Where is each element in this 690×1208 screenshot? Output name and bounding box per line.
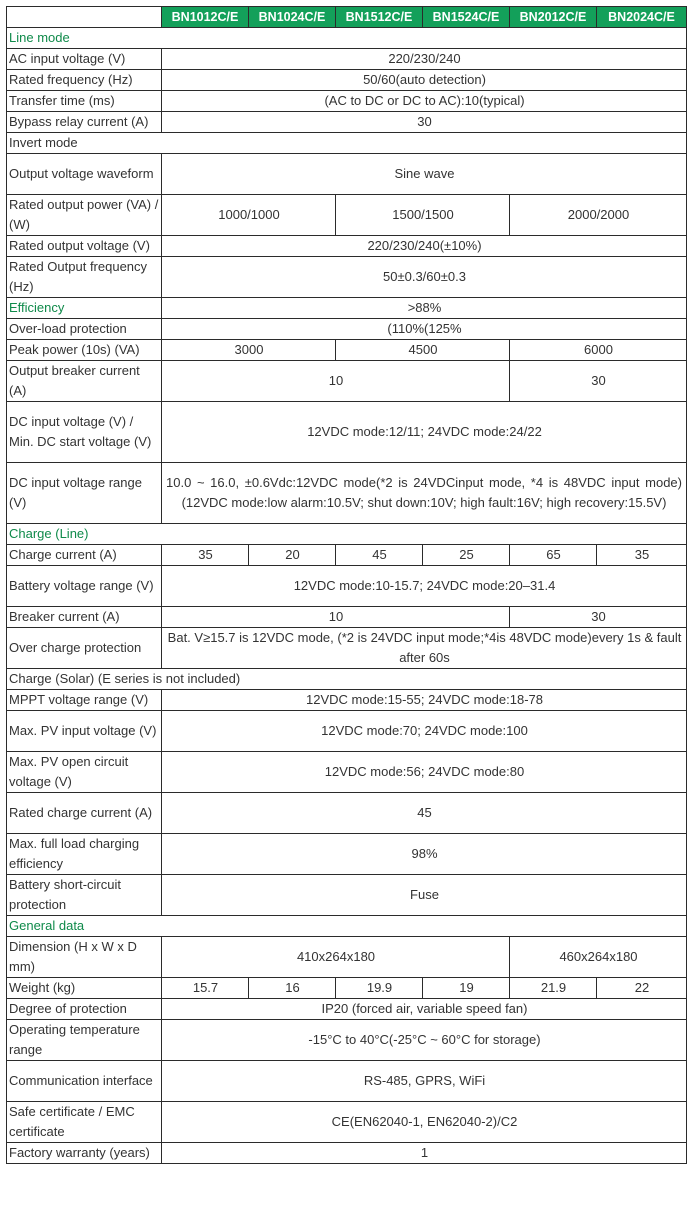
spec-row	[7, 752, 687, 793]
spec-value: 12VDC mode:56; 24VDC mode:80	[162, 752, 687, 793]
spec-value: IP20 (forced air, variable speed fan)	[162, 999, 687, 1020]
table-header	[7, 7, 687, 28]
spec-row	[7, 298, 687, 319]
model-header-row	[7, 7, 687, 28]
spec-row	[7, 607, 687, 628]
spec-value: 16	[249, 978, 336, 999]
spec-value: 22	[597, 978, 687, 999]
spec-value: Bat. V≥15.7 is 12VDC mode, (*2 is 24VDC input mode;*4is 48VDC mode)every 1s & fault after 60s	[162, 628, 687, 669]
spec-value: 98%	[162, 834, 687, 875]
spec-label: Efficiency	[7, 298, 162, 319]
model-header: BN1524C/E	[423, 7, 510, 28]
spec-label: Output breaker current (A)	[7, 361, 162, 402]
spec-value: 3000	[162, 340, 336, 361]
spec-value: Fuse	[162, 875, 687, 916]
section-row	[7, 524, 687, 545]
spec-value: CE(EN62040-1, EN62040-2)/C2	[162, 1102, 687, 1143]
spec-row	[7, 1020, 687, 1061]
spec-row	[7, 154, 687, 195]
spec-label: Rated frequency (Hz)	[7, 70, 162, 91]
spec-row	[7, 937, 687, 978]
section-row	[7, 28, 687, 49]
section-heading: Invert mode	[7, 133, 687, 154]
spec-label: Rated Output frequency (Hz)	[7, 257, 162, 298]
spec-value: 1500/1500	[336, 195, 510, 236]
spec-value: 30	[162, 112, 687, 133]
spec-value: 45	[162, 793, 687, 834]
spec-row	[7, 49, 687, 70]
spec-label: Communication interface	[7, 1061, 162, 1102]
spec-value: 30	[510, 607, 687, 628]
spec-label: Weight (kg)	[7, 978, 162, 999]
spec-row	[7, 690, 687, 711]
spec-label: MPPT voltage range (V)	[7, 690, 162, 711]
spec-value: 4500	[336, 340, 510, 361]
spec-value: 220/230/240(±10%)	[162, 236, 687, 257]
spec-value: 21.9	[510, 978, 597, 999]
spec-value: 30	[510, 361, 687, 402]
spec-label: Peak power (10s) (VA)	[7, 340, 162, 361]
spec-value: 6000	[510, 340, 687, 361]
spec-label: Over-load protection	[7, 319, 162, 340]
spec-row	[7, 711, 687, 752]
spec-label: Battery short-circuit protection	[7, 875, 162, 916]
section-row	[7, 669, 687, 690]
spec-value: -15°C to 40°C(-25°C ~ 60°C for storage)	[162, 1020, 687, 1061]
spec-value: 12VDC mode:12/11; 24VDC mode:24/22	[162, 402, 687, 463]
spec-value: Sine wave	[162, 154, 687, 195]
spec-value: 220/230/240	[162, 49, 687, 70]
spec-row	[7, 566, 687, 607]
spec-value: 12VDC mode:10-15.7; 24VDC mode:20–31.4	[162, 566, 687, 607]
spec-value: 460x264x180	[510, 937, 687, 978]
spec-label: Bypass relay current (A)	[7, 112, 162, 133]
spec-row	[7, 793, 687, 834]
spec-row	[7, 978, 687, 999]
spec-value: 2000/2000	[510, 195, 687, 236]
spec-value: 35	[597, 545, 687, 566]
spec-label: Over charge protection	[7, 628, 162, 669]
model-header: BN2012C/E	[510, 7, 597, 28]
spec-value: 19.9	[336, 978, 423, 999]
spec-label: AC input voltage (V)	[7, 49, 162, 70]
spec-row	[7, 545, 687, 566]
spec-label: DC input voltage (V) / Min. DC start voltage (V)	[7, 402, 162, 463]
spec-label: Max. full load charging efficiency	[7, 834, 162, 875]
model-header: BN1012C/E	[162, 7, 249, 28]
section-heading: General data	[7, 916, 687, 937]
section-row	[7, 916, 687, 937]
spec-value: 410x264x180	[162, 937, 510, 978]
spec-row	[7, 999, 687, 1020]
spec-row	[7, 70, 687, 91]
spec-label: Factory warranty (years)	[7, 1143, 162, 1164]
spec-value: 19	[423, 978, 510, 999]
spec-value: 1000/1000	[162, 195, 336, 236]
spec-label: Charge current (A)	[7, 545, 162, 566]
spec-label: Max. PV input voltage (V)	[7, 711, 162, 752]
spec-value: 45	[336, 545, 423, 566]
spec-row	[7, 1102, 687, 1143]
spec-value: 15.7	[162, 978, 249, 999]
spec-label: Safe certificate / EMC certificate	[7, 1102, 162, 1143]
spec-label: Max. PV open circuit voltage (V)	[7, 752, 162, 793]
spec-row	[7, 402, 687, 463]
spec-value: 10.0 ~ 16.0, ±0.6Vdc:12VDC mode(*2 is 24VDCinput mode, *4 is 48VDC input mode) (12VDC mode:low alarm:10.5V; shut down:10V; high fault:16V; high recovery:15.5V)	[162, 463, 687, 524]
spec-label: Rated output power (VA) / (W)	[7, 195, 162, 236]
spec-value: 25	[423, 545, 510, 566]
spec-label: DC input voltage range (V)	[7, 463, 162, 524]
spec-label: Dimension (H x W x D mm)	[7, 937, 162, 978]
header-corner-cell	[7, 7, 162, 28]
spec-label: Rated charge current (A)	[7, 793, 162, 834]
spec-label: Transfer time (ms)	[7, 91, 162, 112]
spec-row	[7, 257, 687, 298]
spec-value: (AC to DC or DC to AC):10(typical)	[162, 91, 687, 112]
spec-label: Degree of protection	[7, 999, 162, 1020]
spec-row	[7, 112, 687, 133]
spec-label: Rated output voltage (V)	[7, 236, 162, 257]
spec-row	[7, 91, 687, 112]
model-header: BN1512C/E	[336, 7, 423, 28]
spec-value: 10	[162, 607, 510, 628]
section-row	[7, 133, 687, 154]
section-heading: Charge (Solar) (E series is not included)	[7, 669, 687, 690]
spec-row	[7, 195, 687, 236]
spec-row	[7, 834, 687, 875]
spec-row	[7, 1061, 687, 1102]
spec-row	[7, 628, 687, 669]
spec-value: 10	[162, 361, 510, 402]
model-header: BN1024C/E	[249, 7, 336, 28]
spec-value: 20	[249, 545, 336, 566]
spec-value: 12VDC mode:70; 24VDC mode:100	[162, 711, 687, 752]
spec-label: Output voltage waveform	[7, 154, 162, 195]
spec-row	[7, 361, 687, 402]
spec-row	[7, 1143, 687, 1164]
spec-row	[7, 236, 687, 257]
spec-row	[7, 463, 687, 524]
spec-value: 65	[510, 545, 597, 566]
spec-label: Battery voltage range (V)	[7, 566, 162, 607]
spec-value: 1	[162, 1143, 687, 1164]
spec-value: 35	[162, 545, 249, 566]
spec-row	[7, 340, 687, 361]
spec-label: Operating temperature range	[7, 1020, 162, 1061]
spec-value: 50/60(auto detection)	[162, 70, 687, 91]
spec-row	[7, 319, 687, 340]
spec-row	[7, 875, 687, 916]
model-header: BN2024C/E	[597, 7, 687, 28]
spec-value: RS-485, GPRS, WiFi	[162, 1061, 687, 1102]
spec-table	[6, 6, 687, 1164]
table-body	[7, 28, 687, 1164]
spec-value: >88%	[162, 298, 687, 319]
spec-label: Breaker current (A)	[7, 607, 162, 628]
spec-value: 12VDC mode:15-55; 24VDC mode:18-78	[162, 690, 687, 711]
spec-value: (110%(125%	[162, 319, 687, 340]
section-heading: Line mode	[7, 28, 687, 49]
spec-value: 50±0.3/60±0.3	[162, 257, 687, 298]
section-heading: Charge (Line)	[7, 524, 687, 545]
